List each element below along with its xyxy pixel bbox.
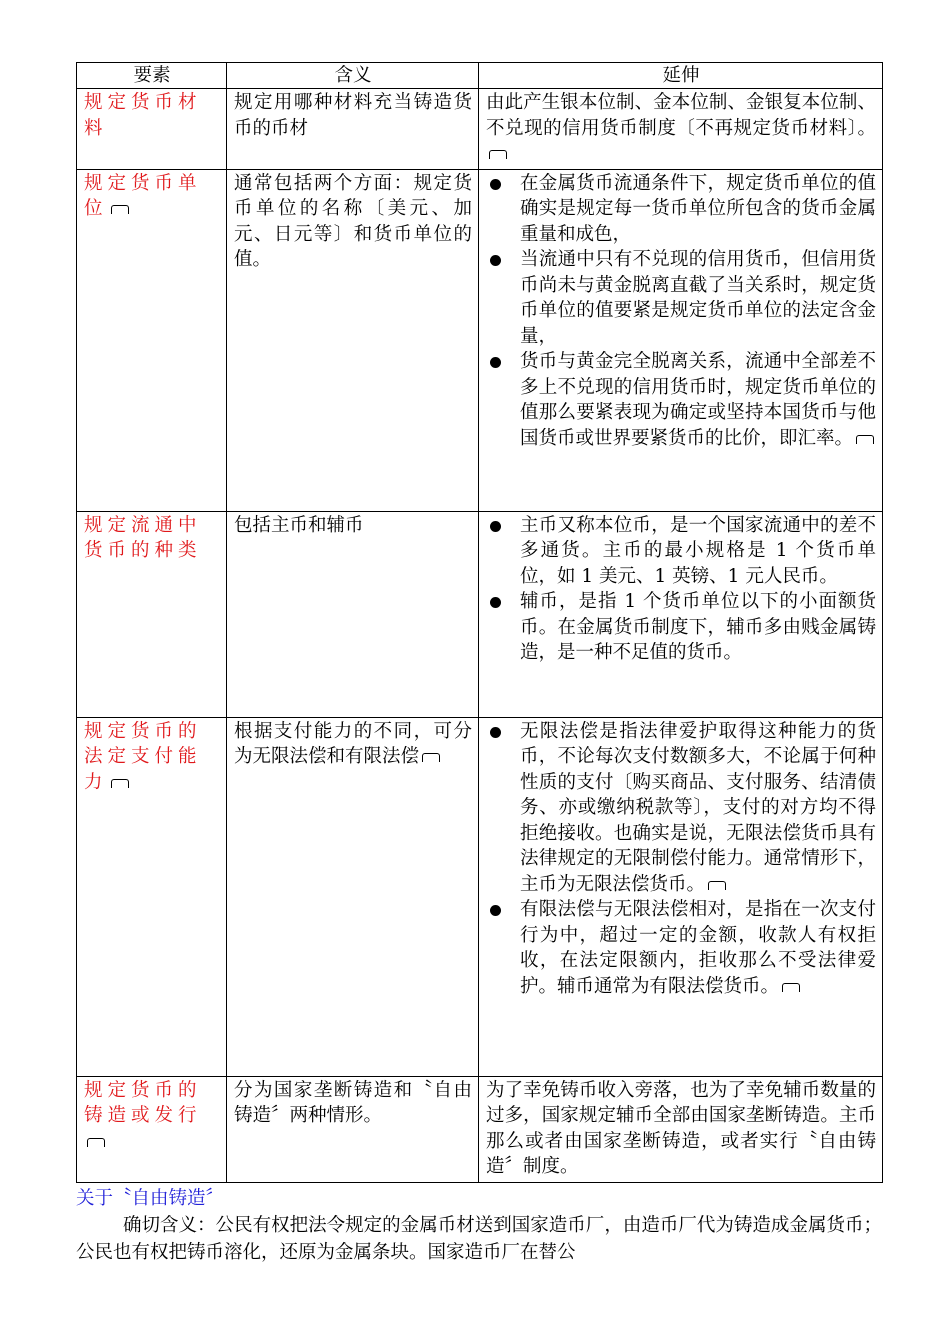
edit-mark-icon — [111, 779, 129, 788]
table-row — [77, 89, 883, 170]
row-meaning: 分为国家垄断铸造和〝自由铸造〞两种情形。 — [227, 1076, 479, 1182]
bullet-icon — [490, 179, 501, 190]
edit-mark-icon — [856, 435, 874, 444]
bullet-list — [486, 719, 876, 1000]
bullet-list — [486, 513, 876, 666]
table-row — [77, 717, 883, 1076]
row-extension: 由此产生银本位制、金本位制、金银复本位制、不兑现的信用货币制度〔不再规定货币材料〕。 — [479, 89, 883, 170]
edit-mark-icon — [489, 150, 507, 159]
row-meaning: 根据支付能力的不同，可分为无限法偿和有限法偿 — [227, 717, 479, 1076]
bullet-icon — [490, 521, 501, 532]
list-item: 在金属货币流通条件下，规定货币单位的值确实是规定每一货币单位所包含的货币金属重量和成色， — [486, 171, 876, 248]
row-element: 规定货币的铸造或发行 — [77, 1076, 227, 1182]
bullet-icon — [490, 357, 501, 368]
table-row — [77, 169, 883, 511]
bullet-icon — [490, 727, 501, 738]
row-element: 规定流通中货币的种类 — [77, 511, 227, 717]
header-meaning: 含义 — [227, 63, 479, 89]
list-item: 当流通中只有不兑现的信用货币，但信用货币尚未与黄金脱离直截了当关系时，规定货币单位的值要紧是规定货币单位的法定含金量， — [486, 247, 876, 349]
body-paragraph: 确切含义：公民有权把法令规定的金属币材送到国家造币厂，由造币厂代为铸造成金属货币；公民也有权把铸币溶化，还原为金属条块。国家造币厂在替公 — [76, 1214, 882, 1263]
table-row — [77, 1076, 883, 1182]
table-row — [77, 511, 883, 717]
list-item: 主币又称本位币，是一个国家流通中的差不多通货。主币的最小规格是 1 个货币单位，如 1 美元、1 英镑、1 元人民币。 — [486, 513, 876, 590]
row-extension: 为了幸免铸币收入旁落，也为了幸免辅币数量的过多，国家规定辅币全部由国家垄断铸造。主币那么或者由国家垄断铸造，或者实行〝自由铸造〞制度。 — [479, 1076, 883, 1182]
edit-mark-icon — [708, 881, 726, 890]
header-extension: 延伸 — [479, 63, 883, 89]
section-heading: 关于〝自由铸造〞 — [76, 1187, 225, 1209]
bullet-icon — [490, 597, 501, 608]
list-item: 货币与黄金完全脱离关系，流通中全部差不多上不兑现的信用货币时，规定货币单位的值那么要紧表现为确定或坚持本国货币与他国货币或世界要紧货币的比价，即汇率。 — [486, 349, 876, 451]
edit-mark-icon — [782, 983, 800, 992]
bullet-list — [486, 171, 876, 452]
row-element: 规定货币材料 — [77, 89, 227, 170]
edit-mark-icon — [87, 1138, 105, 1147]
edit-mark-icon — [111, 205, 129, 214]
row-element: 规定货币的法定支付能力 — [77, 717, 227, 1076]
row-meaning: 通常包括两个方面：规定货币单位的名称〔美元、加元、日元等〕和货币单位的值。 — [227, 169, 479, 511]
monetary-system-table — [76, 62, 883, 1183]
row-element: 规定货币单位 — [77, 169, 227, 511]
row-extension — [479, 511, 883, 717]
row-meaning: 包括主币和辅币 — [227, 511, 479, 717]
bullet-icon — [490, 255, 501, 266]
header-element: 要素 — [77, 63, 227, 89]
row-extension — [479, 169, 883, 511]
document-body — [76, 62, 882, 1266]
list-item: 辅币，是指 1 个货币单位以下的小面额货币。在金属货币制度下，辅币多由贱金属铸造，是一种不足值的货币。 — [486, 589, 876, 666]
row-extension — [479, 717, 883, 1076]
row-meaning: 规定用哪种材料充当铸造货币的币材 — [227, 89, 479, 170]
list-item: 有限法偿与无限法偿相对，是指在一次支付行为中，超过一定的金额，收款人有权拒收，在法定限额内，拒收那么不受法律爱护。辅币通常为有限法偿货币。 — [486, 897, 876, 999]
edit-mark-icon — [422, 753, 440, 762]
table-header-row — [77, 63, 883, 89]
bullet-icon — [490, 905, 501, 916]
list-item: 无限法偿是指法律爱护取得这种能力的货币，不论每次支付数额多大，不论属于何种性质的支付〔购买商品、支付服务、结清债务、亦或缴纳税款等〕，支付的对方均不得拒绝接收。也确实是说，无限法偿货币具有法律规定的无限制偿付能力。通常情形下，主币为无限法偿货币。 — [486, 719, 876, 898]
